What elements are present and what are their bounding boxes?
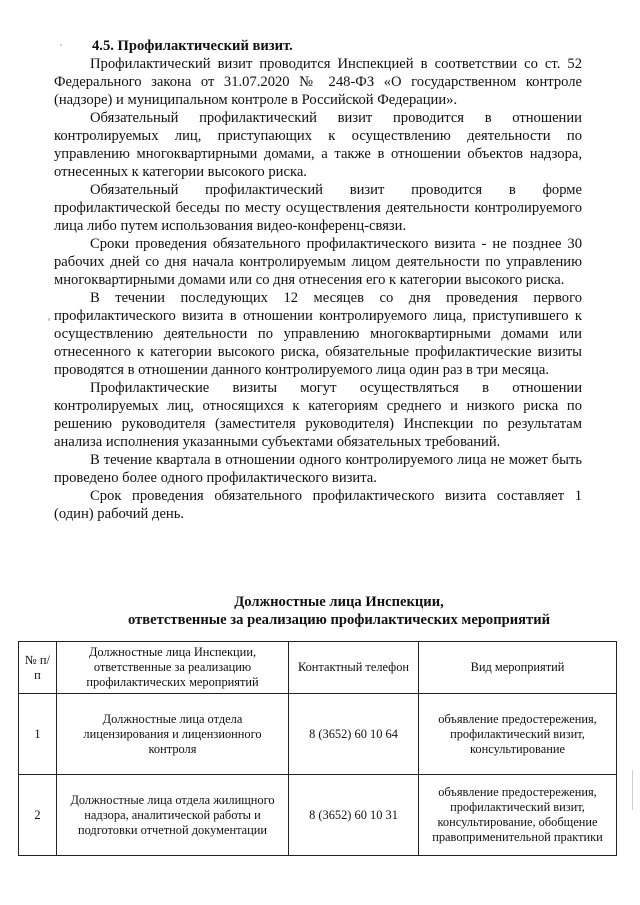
row-officials: Должностные лица отдела жилищного надзора, аналитической работы и подготовки отчетной документации: [57, 775, 289, 856]
row-kind: объявление предостережения, профилактический визит, консультирование, обобщение правоприменительной практики: [419, 775, 617, 856]
scan-speck: [632, 770, 633, 810]
row-number: 2: [19, 775, 57, 856]
header-phone: Контактный телефон: [289, 642, 419, 694]
header-officials: Должностные лица Инспекции, ответственные за реализацию профилактических мероприятий: [57, 642, 289, 694]
scan-speck: [48, 318, 50, 321]
officials-table: [18, 641, 617, 856]
paragraph-repeat-visits: В течении последующих 12 месяцев со дня проведения первого профилактического визита в отношении контролируемого лица, приступившего к осуществлению деятельности по управлению многоквартирными домами или отнесенного к категории высокого риска, обязательные профилактические визиты проводятся в отношении данного контролируемого лица один раз в три месяца.: [54, 290, 582, 378]
paragraph-legal-basis: Профилактический визит проводится Инспекцией в соответствии со ст. 52 Федерального закона от 31.07.2020 № 248-ФЗ «О государственном контроле (надзоре) и муниципальном контроле в Российской Федерации».: [54, 56, 582, 108]
table-title-line-2: ответственные за реализацию профилактических мероприятий: [127, 612, 551, 628]
paragraph-visit-form: Обязательный профилактический визит проводится в форме профилактической беседы по месту осуществления деятельности контролируемого лица либо путем использования видео-конференц-связи.: [54, 182, 582, 234]
table-row: [19, 775, 617, 856]
scan-speck: [60, 44, 62, 46]
paragraph-visit-duration: Срок проведения обязательного профилактического визита составляет 1 (один) рабочий день.: [54, 488, 582, 522]
table-row: [19, 694, 617, 775]
table-header-row: [19, 642, 617, 694]
header-kind: Вид мероприятий: [419, 642, 617, 694]
section-heading: 4.5. Профилактический визит.: [92, 38, 293, 54]
table-title-line-1: Должностные лица Инспекции,: [234, 594, 444, 610]
paragraph-visit-deadline: Сроки проведения обязательного профилактического визита - не позднее 30 рабочих дней со дня начала контролируемым лицом деятельности по управлению многоквартирными домами или со дня отнесения его к категории высокого риска.: [54, 236, 582, 288]
row-officials: Должностные лица отдела лицензирования и лицензионного контроля: [57, 694, 289, 775]
section-body: [54, 37, 582, 523]
table-title: [54, 593, 624, 629]
row-phone: 8 (3652) 60 10 64: [289, 694, 419, 775]
paragraph-mandatory-visit: Обязательный профилактический визит проводится в отношении контролируемых лиц, приступающих к осуществлению деятельности по управлению многоквартирными домами, а также в отношении объектов надзора, отнесенных к категории высокого риска.: [54, 110, 582, 180]
row-phone: 8 (3652) 60 10 31: [289, 775, 419, 856]
header-number: № п/п: [19, 642, 57, 694]
row-kind: объявление предостережения, профилактический визит, консультирование: [419, 694, 617, 775]
paragraph-optional-visits: Профилактические визиты могут осуществляться в отношении контролируемых лиц, относящихся к категориям среднего и низкого риска по решению руководителя (заместителя руководителя) Инспекции по результатам анализа исполнения указанными субъектами обязательных требований.: [54, 380, 582, 450]
row-number: 1: [19, 694, 57, 775]
paragraph-quarter-limit: В течение квартала в отношении одного контролируемого лица не может быть проведено более одного профилактического визита.: [54, 452, 582, 486]
